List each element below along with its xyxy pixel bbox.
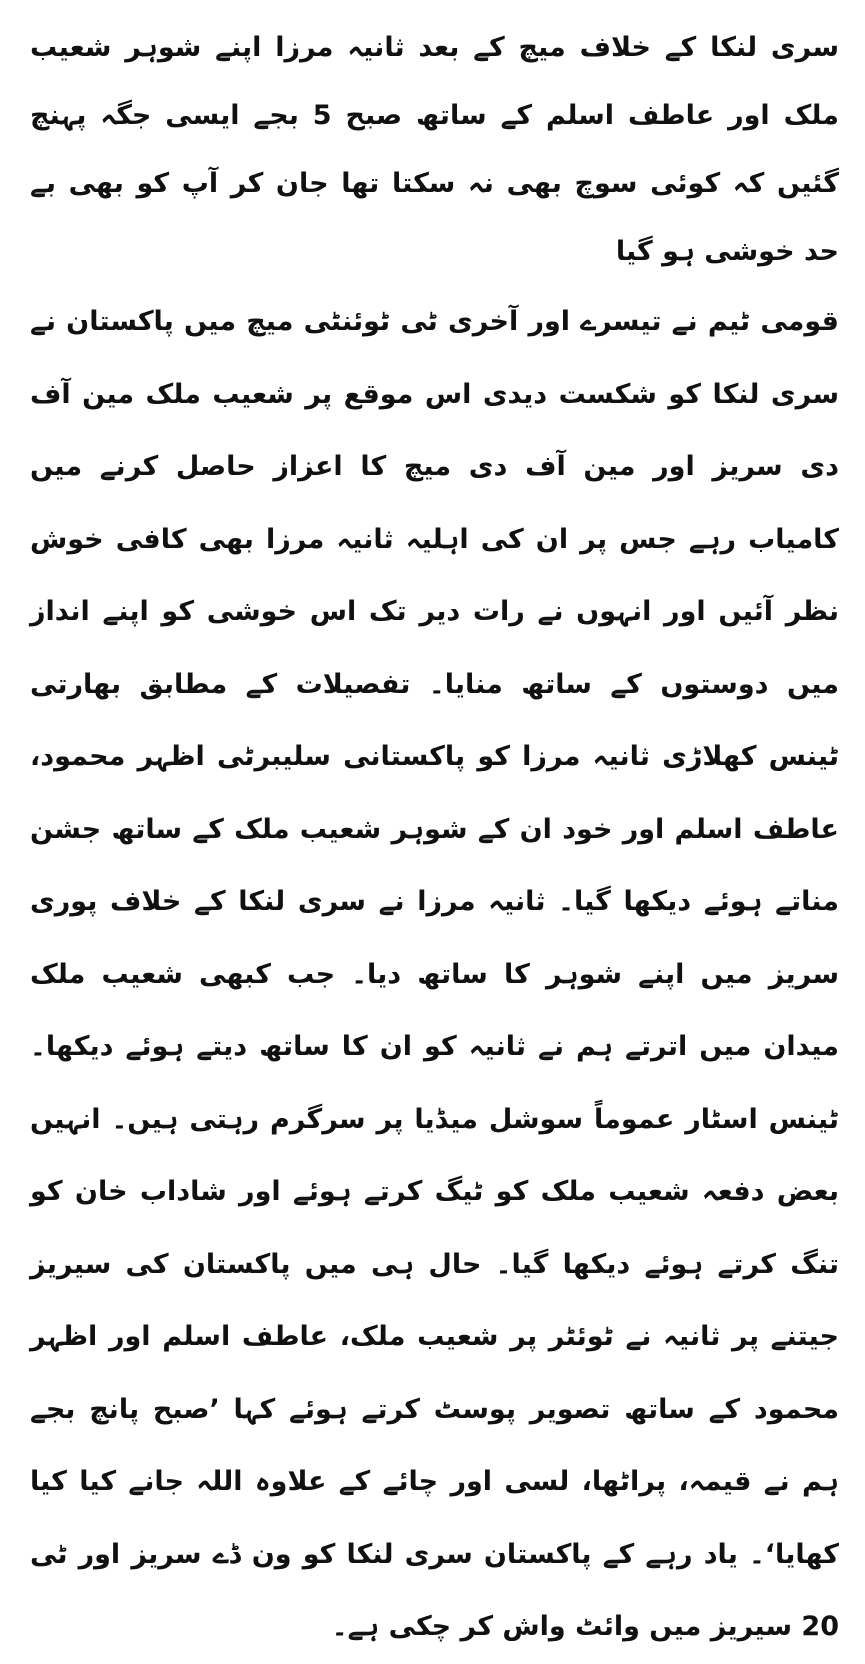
article-headline: سری لنکا کے خلاف میچ کے بعد ثانیہ مرزا اپنے شوہر شعیب ملک اور عاطف اسلم کے ساتھ صبح 5 بجے ایسی جگہ پہنچ گئیں کہ کوئی سوچ بھی نہ سکتا تھا جان کر آپ کو بھی بے حد خوشی ہو گیا: [30, 32, 839, 267]
article-body: قومی ٹیم نے تیسرے اور آخری ٹی ٹوئنٹی میچ میں پاکستان نے سری لنکا کو شکست دیدی اس موقع پر شعیب ملک مین آف دی سریز اور مین آف دی میچ کا اعزاز حاصل کرنے میں کامیاب رہے جس پر ان کی اہلیہ ثانیہ مرزا بھی کافی خوش نظر آئیں اور انہوں نے رات دیر تک اس خوشی کو اپنے انداز میں دوستوں کے ساتھ منایا۔ تفصیلات کے مطابق بھارتی ٹینس کھلاڑی ثانیہ مرزا کو پاکستانی سلیبرٹی اظہر محمود، عاطف اسلم اور خود ان کے شوہر شعیب ملک کے ساتھ جشن مناتے ہوئے دیکھا گیا۔ ثانیہ مرزا نے سری لنکا کے خلاف پوری سریز میں اپنے شوہر کا ساتھ دیا۔ جب کبھی شعیب ملک میدان میں اترتے ہم نے ثانیہ کو ان کا ساتھ دیتے ہوئے دیکھا۔ ٹینس اسٹار عموماً سوشل میڈیا پر سرگرم رہتی ہیں۔ انہیں بعض دفعہ شعیب ملک کو ٹیگ کرتے ہوئے اور شاداب خان کو تنگ کرتے ہوئے دیکھا گیا۔ حال ہی میں پاکستان کی سیریز جیتنے پر ثانیہ نے ٹوئٹر پر شعیب ملک، عاطف اسلم اور اظہر محمود کے ساتھ تصویر پوسٹ کرتے ہوئے کہا ’صبح پانچ بجے ہم نے قیمہ، پراٹھا، لسی اور چائے کے علاوہ اللہ جانے کیا کیا کھایا‘۔ یاد رہے کے پاکستان سری لنکا کو ون ڈے سریز اور ٹی 20 سیریز میں وائٹ واش کر چکی ہے۔: [30, 306, 839, 1642]
